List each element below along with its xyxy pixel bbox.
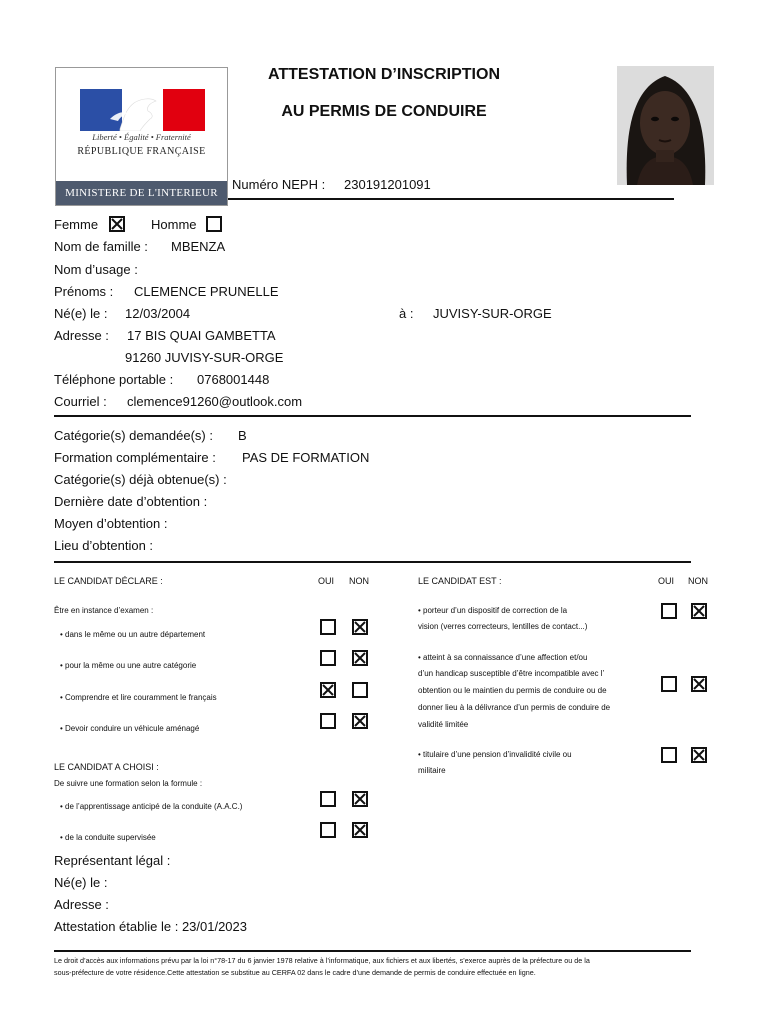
check-x-icon — [322, 684, 334, 696]
representant-adresse-label: Adresse : — [54, 897, 109, 912]
identity-divider — [54, 415, 691, 417]
footer-line2: sous-préfecture de votre résidence.Cette attestation se substitue au CERFA 02 dans le cadre d’une demande de permis de conduire effectuée en ligne. — [54, 968, 536, 977]
categorie-demandee-label: Catégorie(s) demandée(s) : — [54, 428, 213, 443]
prenoms-label: Prénoms : — [54, 284, 114, 299]
declare-item-label: • Devoir conduire un véhicule aménagé — [60, 724, 200, 733]
declare-item-label: • Comprendre et lire couramment le français — [60, 693, 217, 702]
categorie-demandee-value: B — [238, 428, 247, 443]
check-x-icon — [693, 678, 705, 690]
declare-item-non-checkbox[interactable] — [352, 650, 368, 666]
attestation-date-label: Attestation établie le : — [54, 919, 179, 934]
title-line2: AU PERMIS DE CONDUIRE — [281, 103, 487, 120]
check-x-icon — [354, 793, 366, 805]
est-item-line: • atteint à sa connaissance d’une affection et/ou — [418, 653, 588, 662]
est-item-line: • titulaire d’une pension d’invalidité civile ou — [418, 750, 572, 759]
moyen-label: Moyen d’obtention : — [54, 516, 168, 531]
declare-item-label: • dans le même ou un autre département — [60, 630, 206, 639]
declare-item-oui-checkbox[interactable] — [320, 650, 336, 666]
est-item-line: d’un handicap susceptible d’être incompatible avec l’ — [418, 669, 605, 678]
categorie-obtenue-label: Catégorie(s) déjà obtenue(s) : — [54, 472, 227, 487]
ministry-logo — [55, 67, 228, 206]
logo-ministry: MINISTERE DE L'INTERIEUR — [56, 181, 227, 205]
est-item-non-checkbox[interactable] — [691, 676, 707, 692]
footer-line1: Le droit d’accès aux informations prévu par la loi n°78-17 du 6 janvier 1978 relative à l’informatique, aux fichiers et aux libertés, s’exerce auprès de la préfecture ou de la — [54, 956, 590, 965]
declare-oui-header: OUI — [318, 576, 335, 586]
lieu-naissance-value: JUVISY-SUR-ORGE — [433, 306, 552, 321]
lieu-obtention-label: Lieu d’obtention : — [54, 538, 154, 553]
check-x-icon — [354, 621, 366, 633]
check-x-icon — [354, 824, 366, 836]
est-item-line: donner lieu à la délivrance d’un permis de conduire de — [418, 703, 611, 712]
courriel-label: Courriel : — [54, 394, 107, 409]
formation-label: Formation complémentaire : — [54, 450, 216, 465]
est-item-oui-checkbox[interactable] — [661, 747, 677, 763]
choisi-item-label: • de l’apprentissage anticipé de la conduite (A.A.C.) — [60, 802, 243, 811]
adresse-label: Adresse : — [54, 328, 109, 343]
neph-value: 230191201091 — [344, 177, 431, 192]
declare-item-label: • pour la même ou une autre catégorie — [60, 661, 197, 670]
est-item-oui-checkbox[interactable] — [661, 676, 677, 692]
est-oui-header: OUI — [658, 576, 675, 586]
courriel-value: clemence91260@outlook.com — [127, 394, 303, 409]
choisi-item-non-checkbox[interactable] — [352, 822, 368, 838]
declare-non-header: NON — [349, 576, 369, 586]
nom-usage-label: Nom d’usage : — [54, 262, 138, 277]
choisi-item-label: • de la conduite supervisée — [60, 833, 156, 842]
choisi-sub: De suivre une formation selon la formule : — [54, 779, 203, 788]
nom-famille-value: MBENZA — [171, 239, 226, 254]
adresse-line1: 17 BIS QUAI GAMBETTA — [127, 328, 276, 343]
est-item-line: obtention ou le maintien du permis de conduire ou de — [418, 686, 607, 695]
instance-label: Être en instance d’examen : — [54, 606, 154, 615]
est-item-line: militaire — [418, 766, 446, 775]
est-header: LE CANDIDAT EST : — [418, 576, 502, 586]
attestation-date-line — [54, 919, 247, 934]
est-non-header: NON — [688, 576, 708, 586]
check-x-icon — [111, 218, 123, 230]
header-divider — [228, 198, 674, 200]
check-x-icon — [354, 652, 366, 664]
choisi-item-oui-checkbox[interactable] — [320, 791, 336, 807]
femme-checkbox[interactable] — [109, 216, 125, 232]
representant-ne-le-label: Né(e) le : — [54, 875, 108, 890]
lieu-naissance-label: à : — [399, 306, 414, 321]
footer-divider — [54, 950, 691, 952]
homme-label: Homme — [151, 217, 197, 232]
femme-label: Femme — [54, 217, 99, 232]
telephone-value: 0768001448 — [197, 372, 270, 387]
est-item-non-checkbox[interactable] — [691, 747, 707, 763]
neph-label: Numéro NEPH : — [232, 177, 326, 192]
derniere-date-label: Dernière date d’obtention : — [54, 494, 208, 509]
declare-item-non-checkbox[interactable] — [352, 619, 368, 635]
check-x-icon — [693, 605, 705, 617]
attestation-date-value: 23/01/2023 — [181, 919, 248, 934]
portrait-image — [617, 66, 714, 185]
representant-label: Représentant légal : — [54, 853, 171, 868]
check-x-icon — [354, 715, 366, 727]
est-item-line: validité limitée — [418, 720, 469, 729]
choisi-header: LE CANDIDAT A CHOISI : — [54, 762, 159, 772]
est-item-line: vision (verres correcteurs, lentilles de contact...) — [418, 622, 588, 631]
ne-le-value: 12/03/2004 — [125, 306, 191, 321]
est-item-line: • porteur d’un dispositif de correction de la — [418, 606, 568, 615]
telephone-label: Téléphone portable : — [54, 372, 174, 387]
categories-divider — [54, 561, 691, 563]
nom-famille-label: Nom de famille : — [54, 239, 148, 254]
choisi-item-oui-checkbox[interactable] — [320, 822, 336, 838]
logo-motto: Liberté • Égalité • Fraternité — [92, 132, 191, 142]
ne-le-label: Né(e) le : — [54, 306, 108, 321]
est-item-oui-checkbox[interactable] — [661, 603, 677, 619]
candidate-photo — [617, 66, 714, 185]
title-line1: ATTESTATION D’INSCRIPTION — [268, 66, 500, 83]
declare-item-non-checkbox[interactable] — [352, 682, 368, 698]
check-x-icon — [693, 749, 705, 761]
est-item-non-checkbox[interactable] — [691, 603, 707, 619]
choisi-item-non-checkbox[interactable] — [352, 791, 368, 807]
logo-republic: RÉPUBLIQUE FRANÇAISE — [77, 146, 206, 157]
adresse-line2: 91260 JUVISY-SUR-ORGE — [125, 350, 284, 365]
formation-value: PAS DE FORMATION — [242, 450, 370, 465]
declare-header: LE CANDIDAT DÉCLARE : — [54, 576, 163, 586]
prenoms-value: CLEMENCE PRUNELLE — [134, 284, 279, 299]
declare-item-oui-checkbox[interactable] — [320, 682, 336, 698]
declare-item-oui-checkbox[interactable] — [320, 619, 336, 635]
declare-item-oui-checkbox[interactable] — [320, 713, 336, 729]
homme-checkbox[interactable] — [206, 216, 222, 232]
footer-notice — [54, 955, 590, 979]
declare-item-non-checkbox[interactable] — [352, 713, 368, 729]
